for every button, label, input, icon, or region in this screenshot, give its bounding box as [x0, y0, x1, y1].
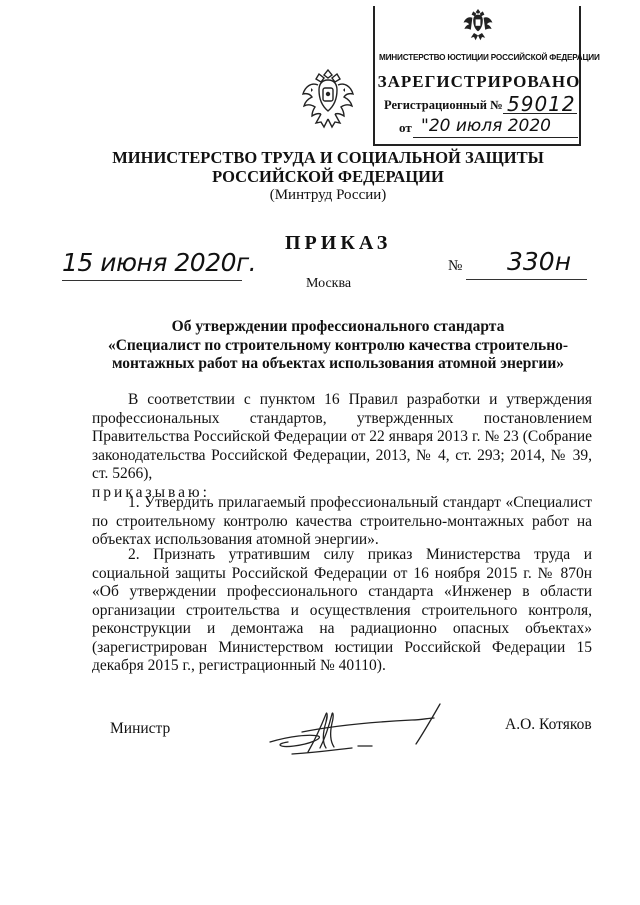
stamp-registered: ЗАРЕГИСТРИРОВАНО	[377, 72, 581, 91]
date-underline	[62, 280, 242, 281]
item-2-paragraph: 2. Признать утратившим силу приказ Министерства труда и социальной защиты Российской Федерации от 16 ноября 2015 г. № 870н «Об утверждении профессионального стандарта «Инженер в области организации строительства и осуществления строительного контроля, реконструкции и демонтажа на радиационно опасных объектах» (зарегистрирован Министерством юстиции Российской Федерации 15 декабря 2015 г., регистрационный № 40110).	[92, 546, 592, 674]
stamp-ministry: МИНИСТЕРСТВО ЮСТИЦИИ РОССИЙСКОЙ ФЕДЕРАЦИИ	[379, 53, 600, 62]
document-subject	[90, 318, 586, 374]
stamp-regnum-label: Регистрационный №	[384, 98, 503, 112]
ministry-line-1: МИНИСТЕРСТВО ТРУДА И СОЦИАЛЬНОЙ ЗАЩИТЫ	[112, 148, 544, 167]
subject-line-2: «Специалист по строительному контролю качества строительно-	[107, 336, 569, 354]
order-number: 330н	[507, 247, 572, 276]
ministry-short-name: (Минтруд России)	[269, 187, 387, 203]
stamp-date-value: "20 июля 2020	[421, 116, 551, 136]
document-type-title: ПРИКАЗ	[285, 232, 392, 254]
intro-paragraph	[92, 391, 592, 502]
ministry-line-2: РОССИЙСКОЙ ФЕДЕРАЦИИ	[212, 167, 444, 186]
eagle-emblem-icon	[462, 6, 494, 44]
item-1-paragraph: 1. Утвердить прилагаемый профессиональный стандарт «Специалист по строительному контролю качества строительно-монтажных работ на объектах использования атомной энергии».	[92, 494, 592, 548]
signatory-name: А.О. Котяков	[505, 716, 592, 733]
signatory-title: Министр	[110, 720, 171, 737]
registration-stamp	[373, 6, 600, 146]
intro-text: В соответствии с пунктом 16 Правил разработки и утверждения профессиональных стандартов, утвержденных постановлением Правительства Российской Федерации от 22 января 2013 г. № 23 (Собрание законодательства Российской Федерации, 2013, № 4, ст. 293; 2014, № 39, ст. 5266),	[92, 391, 592, 482]
city: Москва	[306, 276, 352, 291]
stamp-date-underline	[413, 137, 578, 138]
stamp-regnum-value: 59012	[507, 92, 576, 116]
coat-of-arms-icon	[301, 66, 355, 132]
stamp-date-prefix: от	[399, 120, 412, 135]
subject-line-1: Об утверждении профессионального стандарта	[171, 318, 505, 335]
number-sign: №	[448, 258, 463, 274]
number-underline	[466, 279, 587, 280]
ministry-header	[0, 148, 640, 205]
stamp-regnum-underline	[503, 113, 577, 114]
subject-line-3: монтажных работ на объектах использования атомной энергии»	[111, 355, 565, 372]
handwritten-signature	[262, 702, 458, 760]
order-word: приказываю:	[92, 483, 210, 501]
handwritten-date: 15 июня 2020г.	[62, 248, 257, 277]
